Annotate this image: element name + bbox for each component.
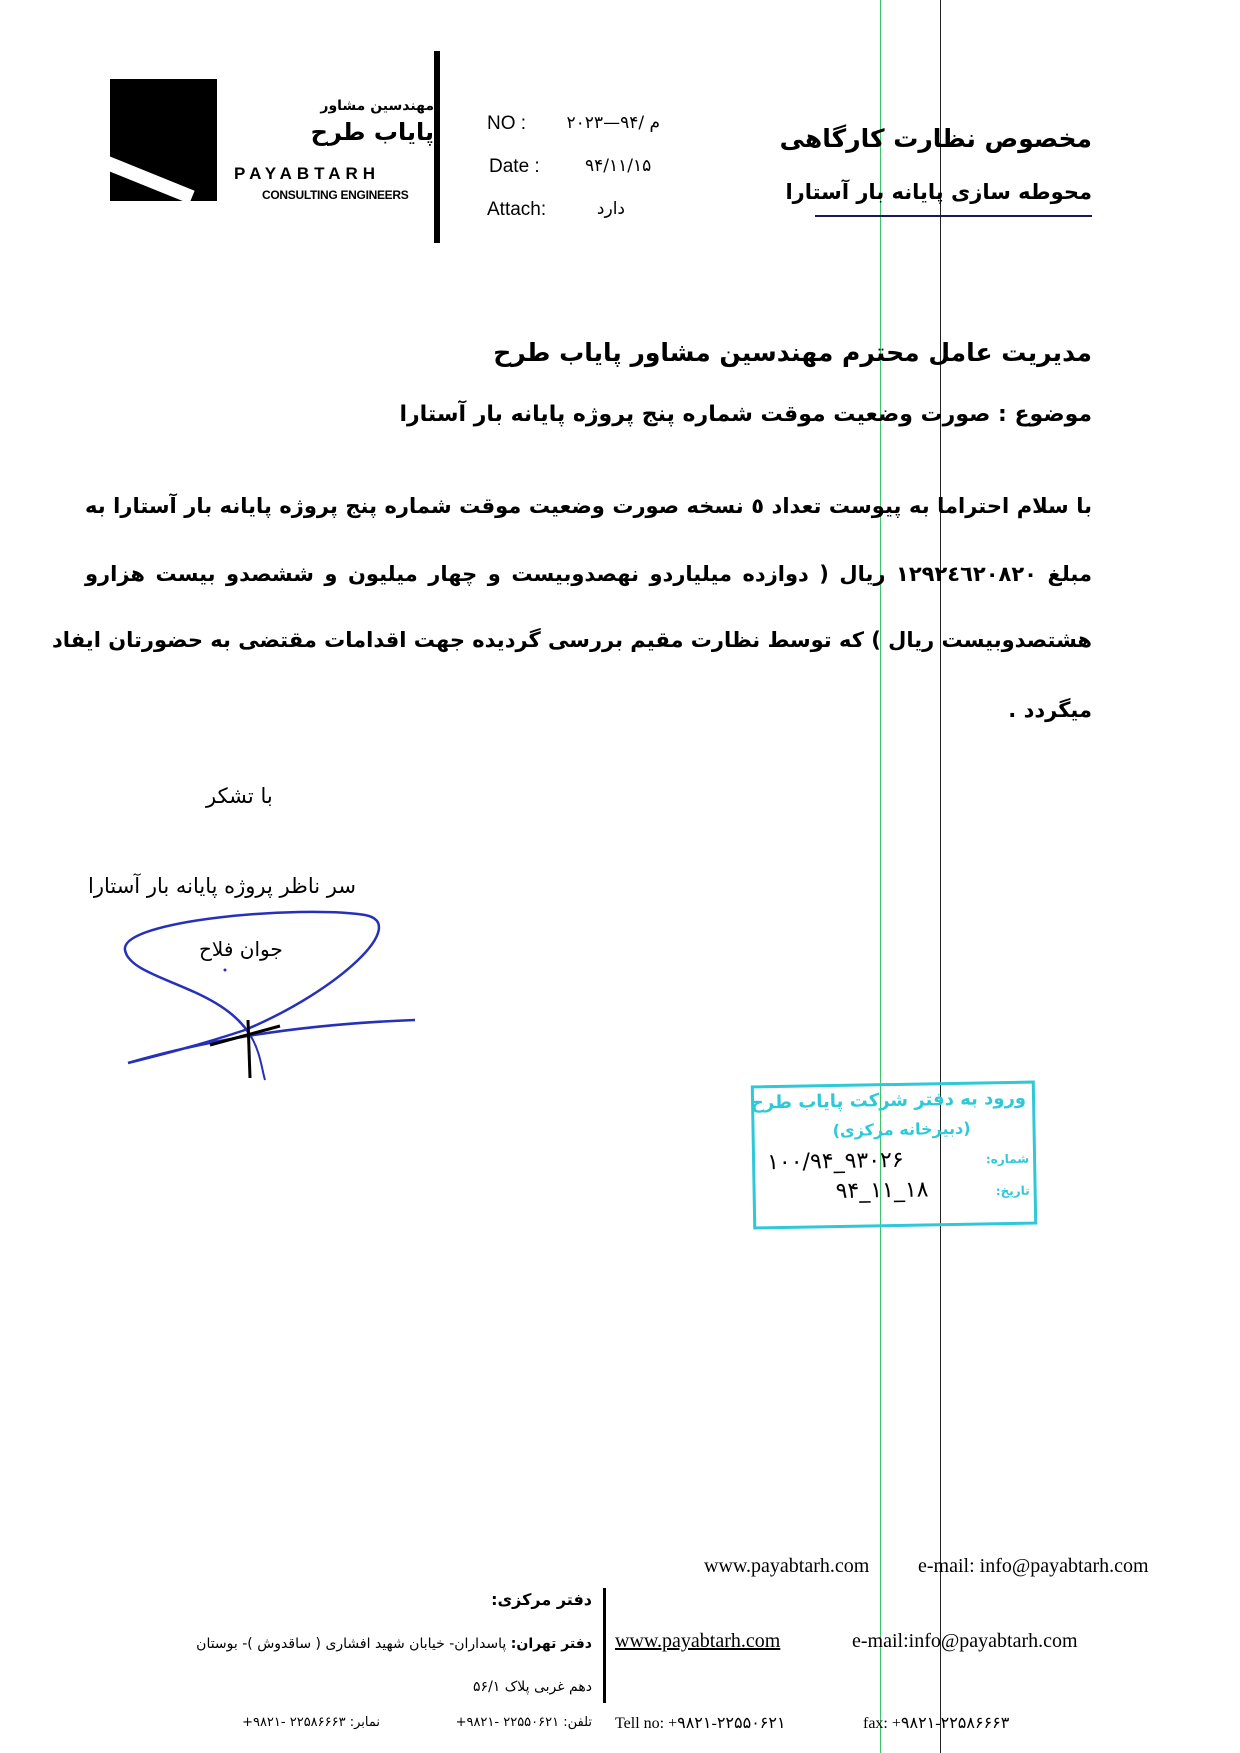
body-line-2: مبلغ ۱۲۹۲٤٦۲۰۸۲۰ ریال ( دوازده میلیاردو نهصدوبیست و چهار میلیون و ششصدو بیست هزارو	[85, 562, 1092, 586]
footer-tehran-label: دفتر تهران:	[510, 1636, 592, 1652]
closing: با تشکر	[206, 784, 273, 808]
footer-office-title: دفتر مرکزی:	[491, 1590, 592, 1609]
recipient: مدیریت عامل محترم مهندسین مشاور پایاب طرح	[493, 338, 1092, 367]
scan-guide-line-green	[880, 0, 881, 1753]
logo-fa-large: پایاب طرح	[310, 118, 434, 146]
date-label: Date :	[489, 156, 540, 177]
date-value: ۹۴/۱۱/۱۵	[585, 156, 652, 176]
subject: موضوع : صورت وضعیت موقت شماره پنج پروژه پایانه بار آستارا	[399, 402, 1092, 427]
scan-guide-line-black	[940, 0, 941, 1753]
signer-title: سر ناظر پروژه پایانه بار آستارا	[88, 874, 356, 898]
footer-fax-fa: نمابر: ۲۲۵۸۶۶۶۳ -۹۸۲۱+	[242, 1715, 380, 1730]
footer-tel-en: Tell no: +۹۸۲۱-۲۲۵۵۰۶۲۱	[615, 1715, 786, 1732]
header-title: مخصوص نظارت کارگاهی	[779, 124, 1092, 153]
attach-value: دارد	[596, 199, 625, 219]
logo-en-sub: CONSULTING ENGINEERS	[262, 188, 409, 202]
footer-phone-fa: تلفن: ۲۲۵۵۰۶۲۱ -۹۸۲۱+	[455, 1715, 592, 1730]
no-value: م /۹۴—۲۰۲۳	[566, 113, 660, 133]
footer-address-text: پاسداران- خیابان شهید افشاری ( ساقدوش )- بوستان	[196, 1636, 507, 1652]
stamp-subtitle: (دبیرخانه مرکزی)	[832, 1118, 971, 1141]
stamp-number-value: ۱۰۰/۹۴_۹۳۰۲۶	[766, 1147, 904, 1176]
stamp-title: ورود به دفتر شرکت پایاب طرح	[750, 1087, 1027, 1114]
footer-email[interactable]: e-mail:info@payabtarh.com	[852, 1630, 1078, 1652]
signature-drawing	[100, 905, 430, 1085]
footer-top-web[interactable]: www.payabtarh.com	[704, 1555, 870, 1577]
company-logo-mark	[110, 79, 217, 201]
stamp-date-label: تاریخ:	[995, 1183, 1030, 1199]
no-label: NO :	[487, 113, 527, 134]
footer-address-line1	[196, 1636, 592, 1652]
body-line-3: هشتصدوبیست ریال ) که توسط نظارت مقیم بررسی گردیده جهت اقدامات مقتضی به حضورتان ایفاد	[52, 628, 1092, 652]
signer-name: جوان فلاح	[199, 937, 283, 961]
stamp-number-label: شماره:	[985, 1151, 1030, 1167]
footer-divider	[603, 1588, 606, 1703]
header-underline	[815, 215, 1092, 217]
footer-top-email[interactable]: e-mail: info@payabtarh.com	[918, 1555, 1149, 1577]
letterhead-divider	[434, 51, 440, 243]
attach-label: Attach:	[487, 199, 547, 220]
body-line-1: با سلام احتراما به پیوست تعداد ٥ نسخه صورت وضعیت موقت شماره پنج پروژه پایانه بار آستارا به	[85, 494, 1092, 518]
footer-address-line2: دهم غربی پلاک ۵۶/۱	[473, 1679, 592, 1695]
received-stamp	[751, 1081, 1037, 1230]
header-project: محوطه سازی پایانه بار آستارا	[785, 180, 1092, 204]
footer-web-link[interactable]: www.payabtarh.com	[615, 1630, 781, 1652]
body-line-4: میگردد .	[1008, 698, 1092, 722]
logo-fa-small: مهندسین مشاور	[320, 98, 434, 114]
logo-en: PAYABTARH	[234, 164, 381, 183]
stamp-date-value: ۹۴_۱۱_۱۸	[835, 1177, 929, 1205]
footer-fax-en: fax: +۹۸۲۱-۲۲۵۸۶۶۶۳	[863, 1715, 1010, 1732]
